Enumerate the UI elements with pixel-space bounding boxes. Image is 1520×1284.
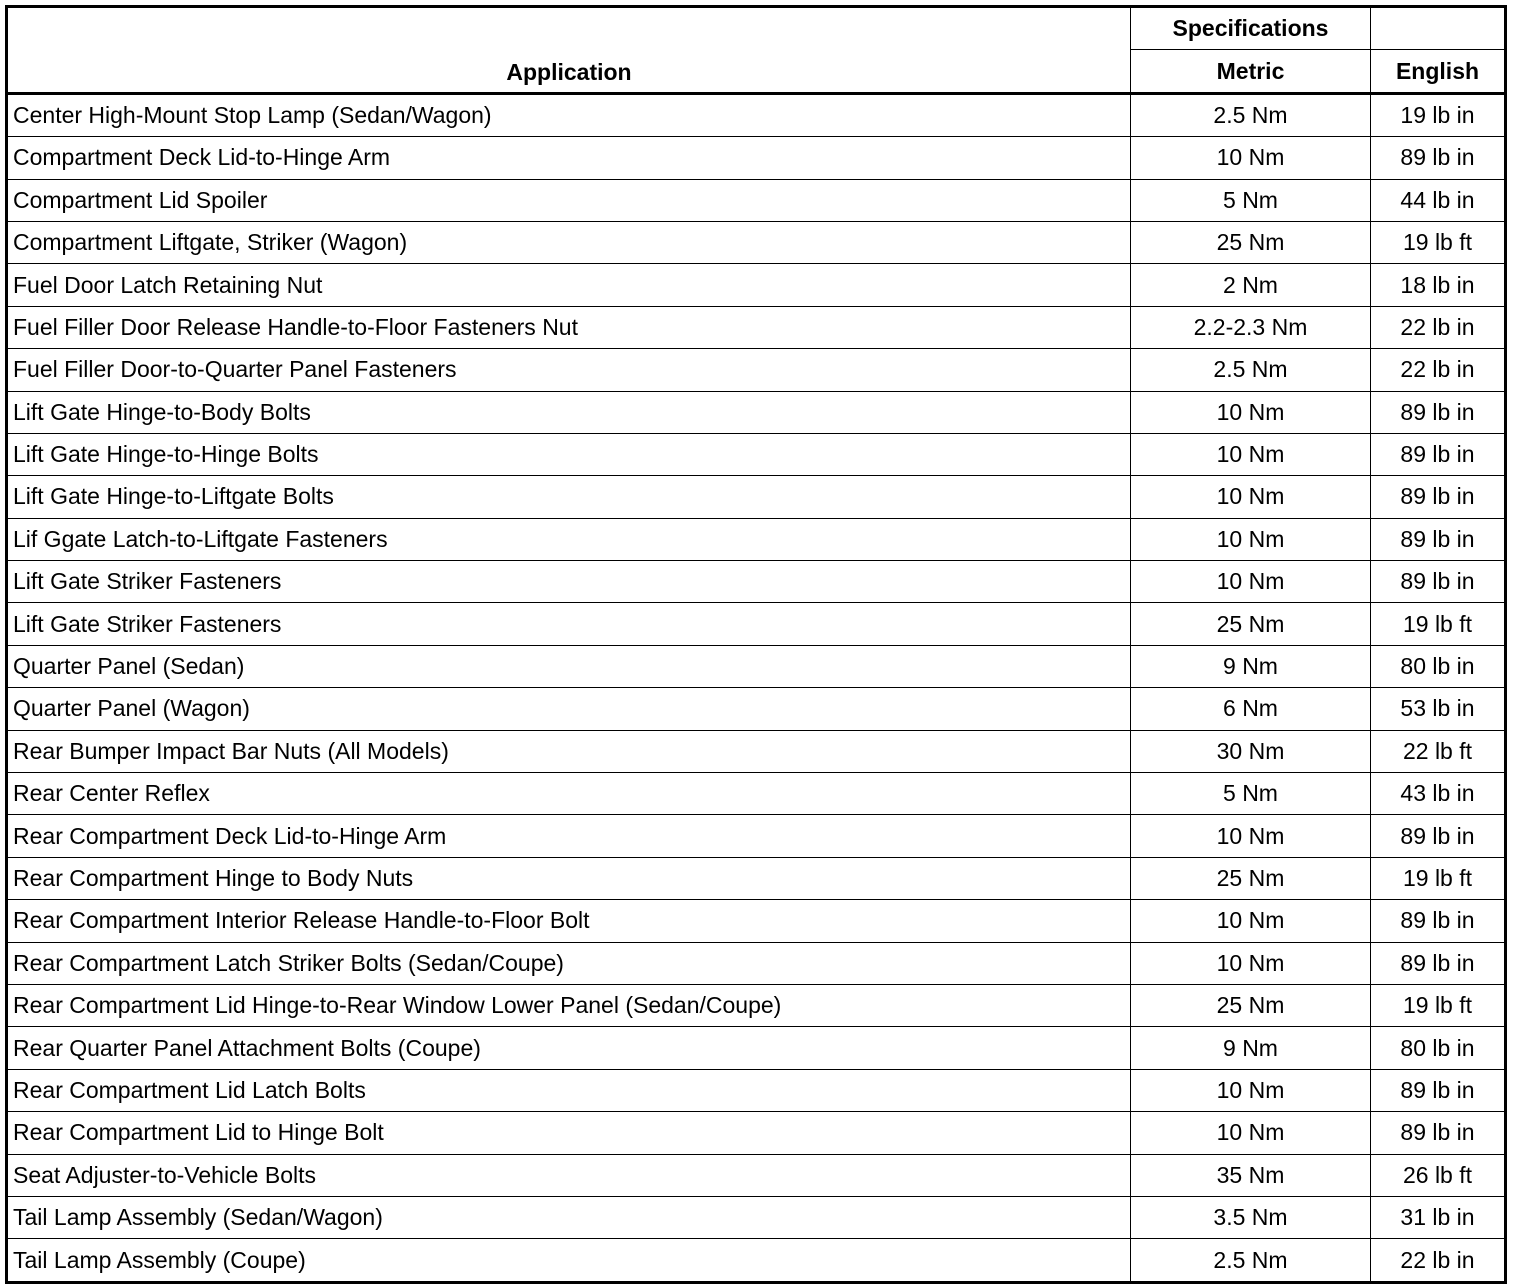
table-row bbox=[7, 984, 1506, 1026]
table-row bbox=[7, 1027, 1506, 1069]
table-row bbox=[7, 1239, 1506, 1282]
table-row bbox=[7, 179, 1506, 221]
english-cell: 80 lb in bbox=[1371, 1027, 1506, 1069]
table-header bbox=[7, 7, 1506, 94]
metric-cell: 5 Nm bbox=[1131, 773, 1371, 815]
application-cell: Fuel Filler Door-to-Quarter Panel Fasteners bbox=[7, 349, 1131, 391]
english-cell: 31 lb in bbox=[1371, 1196, 1506, 1238]
metric-cell: 10 Nm bbox=[1131, 137, 1371, 179]
table-row bbox=[7, 645, 1506, 687]
metric-cell: 10 Nm bbox=[1131, 518, 1371, 560]
table-row bbox=[7, 349, 1506, 391]
application-cell: Fuel Door Latch Retaining Nut bbox=[7, 264, 1131, 306]
metric-cell: 2.5 Nm bbox=[1131, 1239, 1371, 1282]
metric-cell: 25 Nm bbox=[1131, 984, 1371, 1026]
table-row bbox=[7, 137, 1506, 179]
metric-cell: 10 Nm bbox=[1131, 815, 1371, 857]
table-row bbox=[7, 476, 1506, 518]
application-cell: Lift Gate Hinge-to-Hinge Bolts bbox=[7, 433, 1131, 475]
table-row bbox=[7, 900, 1506, 942]
english-cell: 89 lb in bbox=[1371, 1112, 1506, 1154]
application-cell: Lift Gate Striker Fasteners bbox=[7, 603, 1131, 645]
english-cell: 89 lb in bbox=[1371, 391, 1506, 433]
application-cell: Lift Gate Striker Fasteners bbox=[7, 561, 1131, 603]
english-cell: 26 lb ft bbox=[1371, 1154, 1506, 1196]
metric-cell: 30 Nm bbox=[1131, 730, 1371, 772]
table-row bbox=[7, 730, 1506, 772]
application-cell: Rear Compartment Interior Release Handle-to-Floor Bolt bbox=[7, 900, 1131, 942]
english-cell: 89 lb in bbox=[1371, 1069, 1506, 1111]
application-cell: Rear Bumper Impact Bar Nuts (All Models) bbox=[7, 730, 1131, 772]
metric-cell: 6 Nm bbox=[1131, 688, 1371, 730]
english-cell: 22 lb in bbox=[1371, 306, 1506, 348]
application-cell: Lif Ggate Latch-to-Liftgate Fasteners bbox=[7, 518, 1131, 560]
table-row bbox=[7, 1154, 1506, 1196]
table-body bbox=[7, 93, 1506, 1282]
application-cell: Rear Compartment Lid to Hinge Bolt bbox=[7, 1112, 1131, 1154]
table-row bbox=[7, 688, 1506, 730]
application-cell: Rear Compartment Hinge to Body Nuts bbox=[7, 857, 1131, 899]
header-row-top bbox=[7, 7, 1506, 50]
english-cell: 89 lb in bbox=[1371, 433, 1506, 475]
metric-cell: 25 Nm bbox=[1131, 603, 1371, 645]
metric-cell: 2.2-2.3 Nm bbox=[1131, 306, 1371, 348]
english-cell: 19 lb ft bbox=[1371, 857, 1506, 899]
table-row bbox=[7, 857, 1506, 899]
application-cell: Lift Gate Hinge-to-Body Bolts bbox=[7, 391, 1131, 433]
application-cell: Rear Compartment Deck Lid-to-Hinge Arm bbox=[7, 815, 1131, 857]
metric-cell: 10 Nm bbox=[1131, 433, 1371, 475]
english-cell: 89 lb in bbox=[1371, 518, 1506, 560]
application-cell: Rear Compartment Lid Hinge-to-Rear Window Lower Panel (Sedan/Coupe) bbox=[7, 984, 1131, 1026]
english-cell: 22 lb in bbox=[1371, 1239, 1506, 1282]
application-cell: Center High-Mount Stop Lamp (Sedan/Wagon) bbox=[7, 93, 1131, 136]
english-cell: 18 lb in bbox=[1371, 264, 1506, 306]
application-cell: Quarter Panel (Wagon) bbox=[7, 688, 1131, 730]
metric-cell: 10 Nm bbox=[1131, 476, 1371, 518]
metric-cell: 5 Nm bbox=[1131, 179, 1371, 221]
application-cell: Compartment Lid Spoiler bbox=[7, 179, 1131, 221]
table-row bbox=[7, 264, 1506, 306]
english-cell: 89 lb in bbox=[1371, 942, 1506, 984]
application-cell: Compartment Liftgate, Striker (Wagon) bbox=[7, 221, 1131, 263]
application-cell: Seat Adjuster-to-Vehicle Bolts bbox=[7, 1154, 1131, 1196]
metric-cell: 10 Nm bbox=[1131, 1069, 1371, 1111]
metric-cell: 3.5 Nm bbox=[1131, 1196, 1371, 1238]
table-row bbox=[7, 1196, 1506, 1238]
table-row bbox=[7, 433, 1506, 475]
english-cell: 89 lb in bbox=[1371, 561, 1506, 603]
application-cell: Rear Compartment Lid Latch Bolts bbox=[7, 1069, 1131, 1111]
application-cell: Rear Center Reflex bbox=[7, 773, 1131, 815]
english-cell: 89 lb in bbox=[1371, 900, 1506, 942]
english-column-header: English bbox=[1371, 50, 1506, 93]
application-cell: Tail Lamp Assembly (Sedan/Wagon) bbox=[7, 1196, 1131, 1238]
metric-cell: 10 Nm bbox=[1131, 561, 1371, 603]
english-cell: 44 lb in bbox=[1371, 179, 1506, 221]
table-row bbox=[7, 93, 1506, 136]
table-row bbox=[7, 942, 1506, 984]
application-cell: Compartment Deck Lid-to-Hinge Arm bbox=[7, 137, 1131, 179]
metric-cell: 10 Nm bbox=[1131, 942, 1371, 984]
application-column-header: Application bbox=[7, 7, 1131, 94]
application-cell: Quarter Panel (Sedan) bbox=[7, 645, 1131, 687]
metric-cell: 10 Nm bbox=[1131, 1112, 1371, 1154]
metric-cell: 2 Nm bbox=[1131, 264, 1371, 306]
english-cell: 22 lb in bbox=[1371, 349, 1506, 391]
metric-cell: 25 Nm bbox=[1131, 221, 1371, 263]
metric-cell: 10 Nm bbox=[1131, 900, 1371, 942]
table-row bbox=[7, 1112, 1506, 1154]
blank-header-cell bbox=[1371, 7, 1506, 50]
metric-cell: 35 Nm bbox=[1131, 1154, 1371, 1196]
metric-column-header: Metric bbox=[1131, 50, 1371, 93]
english-cell: 89 lb in bbox=[1371, 815, 1506, 857]
english-cell: 89 lb in bbox=[1371, 137, 1506, 179]
metric-cell: 25 Nm bbox=[1131, 857, 1371, 899]
metric-cell: 9 Nm bbox=[1131, 645, 1371, 687]
fastener-specifications-table bbox=[5, 5, 1507, 1284]
table-row bbox=[7, 561, 1506, 603]
specifications-column-header: Specifications bbox=[1131, 7, 1371, 50]
english-cell: 19 lb ft bbox=[1371, 984, 1506, 1026]
table-row bbox=[7, 221, 1506, 263]
english-cell: 19 lb in bbox=[1371, 93, 1506, 136]
table-row bbox=[7, 1069, 1506, 1111]
english-cell: 22 lb ft bbox=[1371, 730, 1506, 772]
english-cell: 53 lb in bbox=[1371, 688, 1506, 730]
application-cell: Tail Lamp Assembly (Coupe) bbox=[7, 1239, 1131, 1282]
metric-cell: 2.5 Nm bbox=[1131, 93, 1371, 136]
metric-cell: 10 Nm bbox=[1131, 391, 1371, 433]
english-cell: 19 lb ft bbox=[1371, 221, 1506, 263]
table-row bbox=[7, 815, 1506, 857]
table-row bbox=[7, 603, 1506, 645]
english-cell: 19 lb ft bbox=[1371, 603, 1506, 645]
english-cell: 43 lb in bbox=[1371, 773, 1506, 815]
table-row bbox=[7, 306, 1506, 348]
english-cell: 89 lb in bbox=[1371, 476, 1506, 518]
metric-cell: 2.5 Nm bbox=[1131, 349, 1371, 391]
english-cell: 80 lb in bbox=[1371, 645, 1506, 687]
table-row bbox=[7, 773, 1506, 815]
table-row bbox=[7, 391, 1506, 433]
application-cell: Fuel Filler Door Release Handle-to-Floor Fasteners Nut bbox=[7, 306, 1131, 348]
metric-cell: 9 Nm bbox=[1131, 1027, 1371, 1069]
table-row bbox=[7, 518, 1506, 560]
application-cell: Rear Quarter Panel Attachment Bolts (Coupe) bbox=[7, 1027, 1131, 1069]
application-cell: Rear Compartment Latch Striker Bolts (Sedan/Coupe) bbox=[7, 942, 1131, 984]
application-cell: Lift Gate Hinge-to-Liftgate Bolts bbox=[7, 476, 1131, 518]
